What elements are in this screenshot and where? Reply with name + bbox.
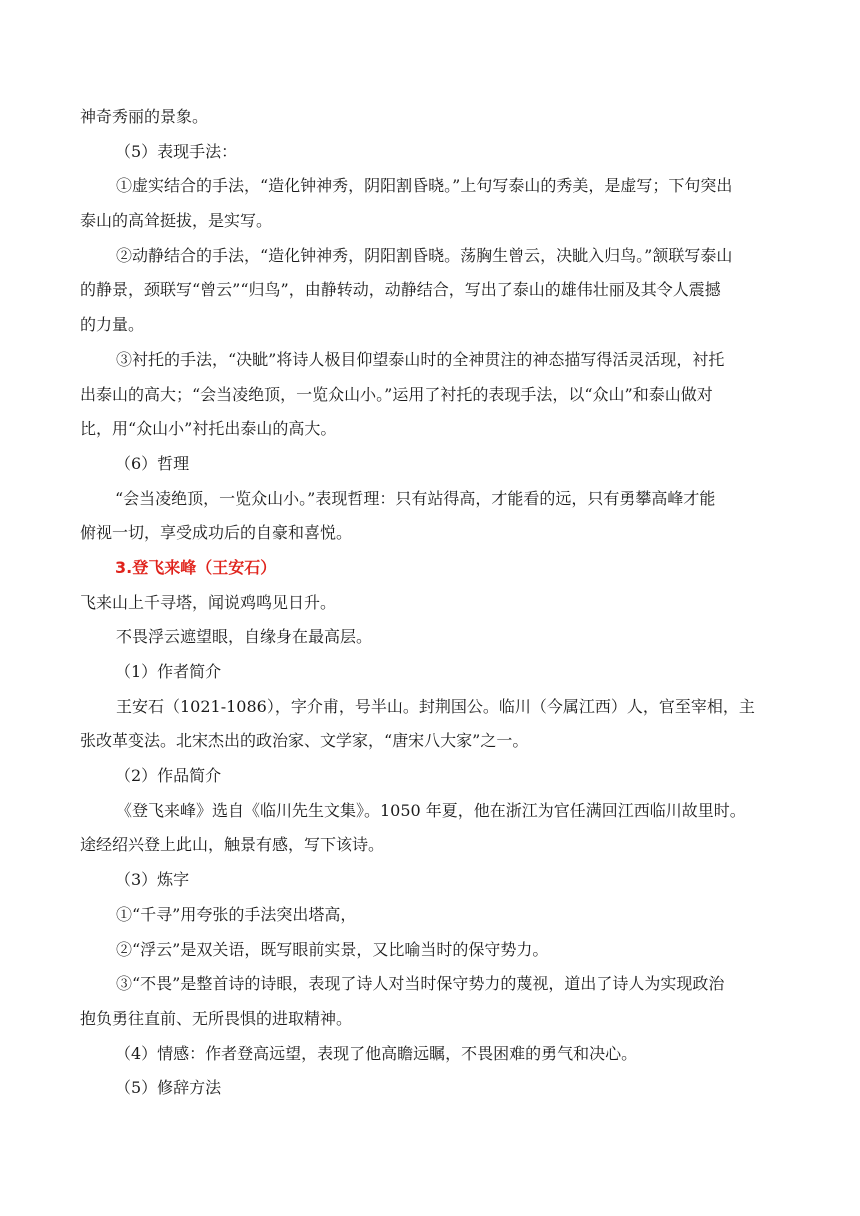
technique-1-line: ①虚实结合的手法，“造化钟神秀，阴阳割昏晓。”上句写泰山的秀美，是虚写；下句突出: [116, 176, 733, 196]
paragraph-continuation: 神奇秀丽的景象。: [80, 107, 209, 126]
technique-2-line: 的静景，颈联写“曾云”“归鸟”，由静转动，动静结合，写出了泰山的雄伟壮丽及其令人震撼: [80, 280, 721, 300]
section-label-author: （1）作者简介: [115, 662, 222, 681]
poem-line: 不畏浮云遮望眼，自缘身在最高层。: [116, 627, 373, 647]
poem-line: 飞来山上千寻塔，闻说鸡鸣见日升。: [80, 592, 337, 612]
wording-line: ③“不畏”是整首诗的诗眼，表现了诗人对当时保守势力的蔑视，道出了诗人为实现政治: [116, 974, 725, 994]
section-label-techniques: （5）表现手法：: [115, 141, 238, 161]
philosophy-line: 俯视一切，享受成功后的自豪和喜悦。: [80, 523, 353, 543]
technique-2-line: ②动静结合的手法，“造化钟神秀，阴阳割昏晓。荡胸生曾云，决眦入归鸟。”颔联写泰山: [116, 245, 733, 265]
work-line: 《登飞来峰》选自《临川先生文集》。1050 年夏，他在浙江为官任满回江西临川故里时。: [116, 800, 746, 820]
section-label-wording: （3）炼字: [115, 870, 190, 890]
author-line: 王安石（1021-1086），字介甫，号半山。封荆国公。临川（今属江西）人，官至宰相，主: [116, 696, 755, 716]
author-line: 张改革变法。北宋杰出的政治家、文学家，“唐宋八大家”之一。: [80, 731, 529, 751]
section-label-rhetoric: （5）修辞方法: [115, 1078, 222, 1098]
wording-line: ②“浮云”是双关语，既写眼前实景，又比喻当时的保守势力。: [116, 939, 549, 959]
technique-3-line: ③衬托的手法，“决眦”将诗人极目仰望泰山时的全神贯注的神态描写得活灵活现，衬托: [116, 349, 725, 369]
technique-3-line: 比，用“众山小”衬托出泰山的高大。: [80, 419, 337, 439]
document-page: [80, 104, 780, 1110]
section-label-philosophy: （6）哲理: [115, 453, 190, 473]
poem-heading: 3.登飞来峰（王安石）: [115, 557, 277, 577]
section-label-work: （2）作品简介: [115, 766, 222, 786]
work-line: 途经绍兴登上此山，触景有感，写下该诗。: [80, 835, 385, 855]
philosophy-line: “会当凌绝顶，一览众山小。”表现哲理：只有站得高，才能看的远，只有勇攀高峰才能: [115, 488, 716, 508]
section-label-emotion: （4）情感：作者登高远望，表现了他高瞻远瞩，不畏困难的勇气和决心。: [115, 1043, 638, 1063]
technique-1-line: 泰山的高耸挺拔，是实写。: [80, 211, 273, 231]
technique-3-line: 出泰山的高大；“会当凌绝顶，一览众山小。”运用了衬托的表现手法，以“众山”和泰山做对: [80, 384, 713, 404]
wording-line: 抱负勇往直前、无所畏惧的进取精神。: [80, 1008, 353, 1028]
wording-line: ①“千寻”用夸张的手法突出塔高，: [116, 904, 357, 924]
technique-2-line: 的力量。: [80, 315, 145, 335]
